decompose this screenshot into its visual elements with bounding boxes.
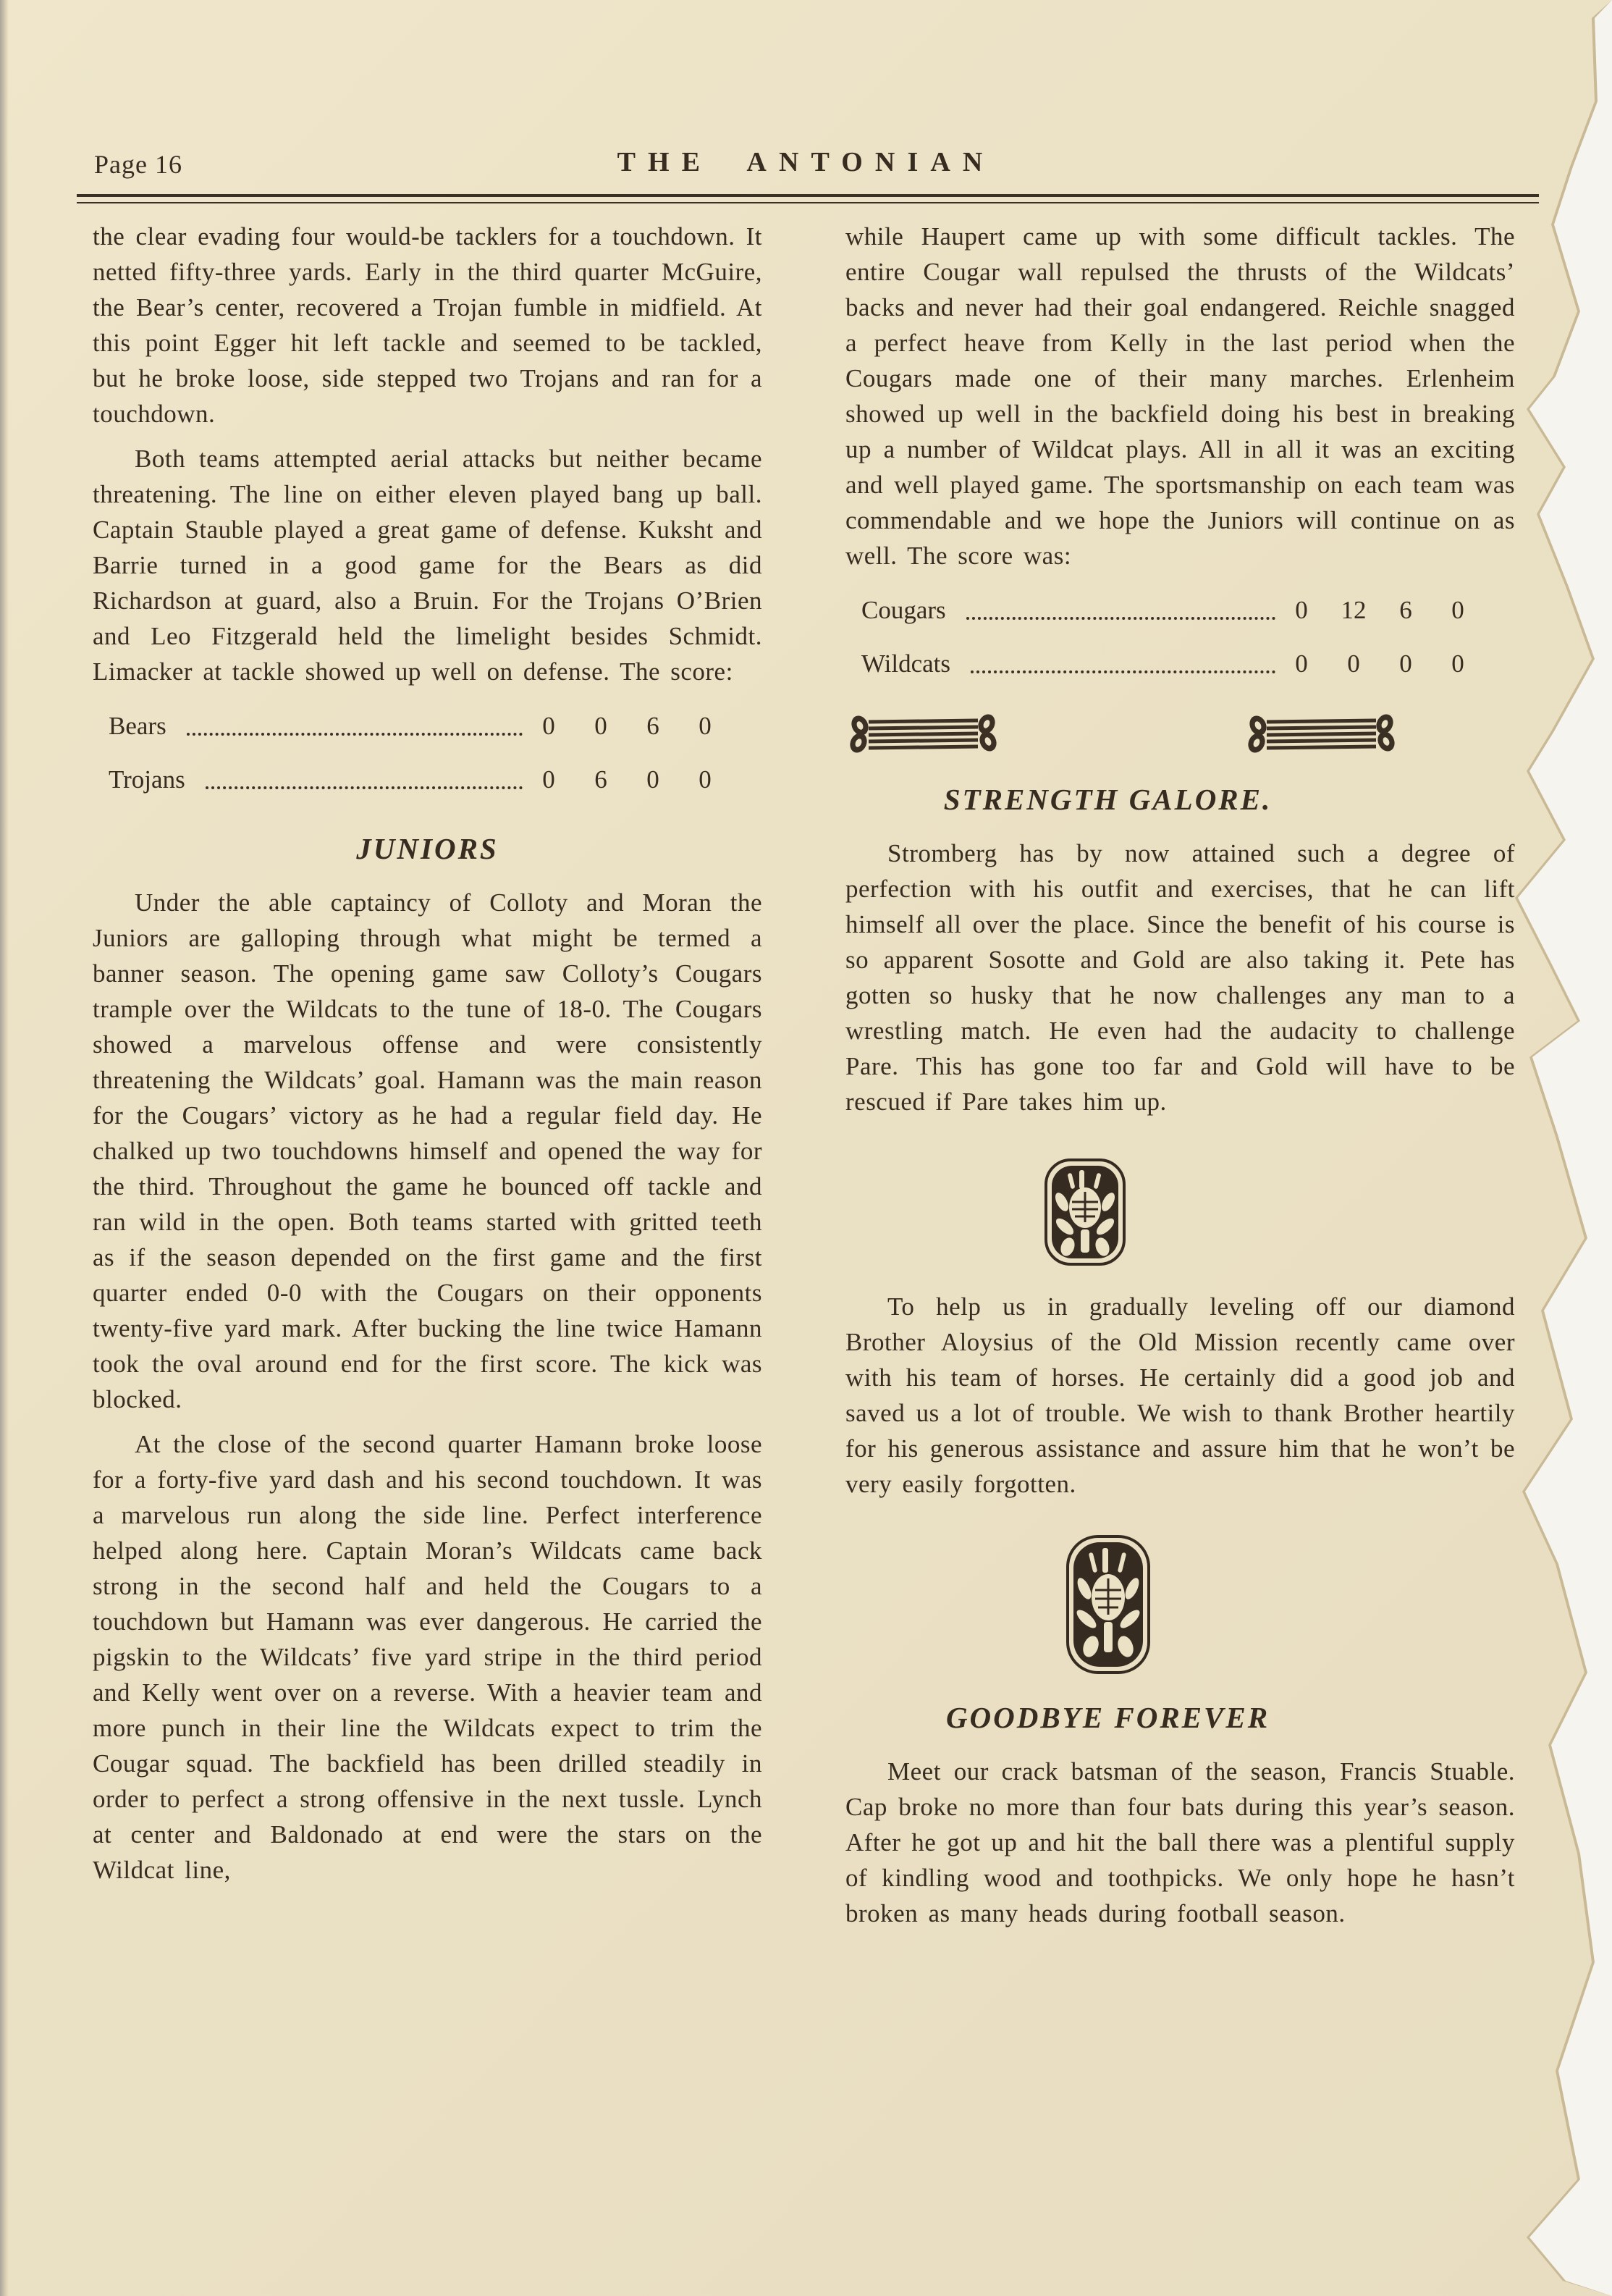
right-column — [845, 219, 1515, 1940]
quarter-score: 0 — [1295, 596, 1308, 624]
dotted-leader — [187, 732, 523, 736]
quarter-score: 6 — [1399, 596, 1412, 624]
quarter-score: 12 — [1341, 596, 1367, 624]
printer-emblem-icon — [773, 1534, 1443, 1675]
quarter-score: 0 — [542, 712, 555, 740]
quarter-score: 0 — [542, 765, 555, 794]
ornamental-divider-row — [845, 712, 1508, 757]
masthead-title: THE ANTONIAN — [617, 147, 995, 177]
quarter-score: 0 — [699, 765, 712, 794]
quarter-score: 0 — [594, 712, 607, 740]
left-column — [93, 219, 762, 1897]
quarter-score: 0 — [1451, 596, 1464, 624]
team-name: Wildcats — [861, 649, 950, 678]
section-heading-goodbye: GOODBYE FOREVER — [945, 1701, 1270, 1734]
body-paragraph: Under the able captaincy of Colloty and Moran the Juniors are galloping through what might be termed a banner season. The opening game saw Colloty’s Cougars trample over the Wildcats to the tune of 18-0. The Cougars showed a marvelous offense and were consistently threatening the Wildcats’ goal. Hamann was the main reason for the Cougars’ victory as he had a regular field day. He chalked up two touchdowns himself and opened the way for the third. Throughout the game he bounced off tackle and ran wild in the open. Both teams started with gritted teeth as if the season depended on the first game and the first quarter ended 0-0 with the Cougars on their opponents twenty-five yard mark. After bucking the line twice Hamann took the oval around end for the first score. The kick was blocked. — [93, 888, 762, 1413]
page-edge-shadow — [0, 0, 9, 2296]
quarter-score: 6 — [594, 765, 607, 794]
quarter-score: 0 — [1295, 649, 1308, 678]
quarter-score: 6 — [646, 712, 659, 740]
score-row — [861, 637, 1484, 691]
dotted-leader — [966, 616, 1275, 620]
body-paragraph: Meet our crack batsman of the season, Francis Stuable. Cap broke no more than four bats during this year’s season. After he got up and hit the ball there was a plentiful supply of kindling wood and toothpicks. We only hope he hasn’t broken as many heads during football season. — [845, 1757, 1515, 1927]
team-name: Bears — [109, 712, 166, 740]
running-head — [0, 142, 1612, 193]
body-paragraph: Both teams attempted aerial attacks but neither became threatening. The line on either eleven played bang up ball. Captain Stauble played a great game of defense. Kuksht and Barrie turned in a good game for the Bears as did Richardson at guard, also a Bruin. For the Trojans O’Brien and Leo Fitzgerald held the limelight besides Schmidt. Limacker at tackle showed up well on defense. The score: — [93, 445, 762, 686]
body-paragraph: To help us in gradually leveling off our diamond Brother Aloysius of the Old Mission recently came over with his team of horses. He certainly did a good job and saved us a lot of trouble. We wish to thank Brother heartily for his generous assistance and assure him that he won’t be very easily forgotten. — [845, 1292, 1515, 1498]
dotted-leader — [206, 786, 523, 789]
score-row — [109, 699, 731, 753]
score-table-seniors — [109, 699, 731, 807]
quarter-score: 0 — [1347, 649, 1360, 678]
page-number: Page 16 — [94, 150, 182, 179]
scroll-divider-icon — [845, 712, 1001, 757]
score-row — [861, 584, 1484, 637]
score-table-juniors — [861, 584, 1484, 691]
team-name: Trojans — [109, 765, 185, 794]
team-name: Cougars — [861, 596, 946, 624]
scroll-divider-icon — [1244, 712, 1399, 757]
body-paragraph: At the close of the second quarter Hamann broke loose for a forty-five yard dash and his second touchdown. It was a marvelous run along the side line. Perfect interference helped along here. Captain Moran’s Wildcats came back strong in the second half and held the Cougars to a touchdown but Hamann was ever dangerous. He carried the pigskin to the Wildcats’ five yard stripe in the third period and Kelly went over on a reverse. With a heavier team and more punch in their line the Wildcats expect to trim the Cougar squad. The backfield has been drilled steadily in order to perfect a strong offensive in the next tussle. Lynch at center and Baldonado at end were the stars on the Wildcat line, — [93, 1430, 762, 1884]
score-row — [109, 753, 731, 807]
quarter-score: 0 — [1451, 649, 1464, 678]
quarter-score: 0 — [699, 712, 712, 740]
quarter-score: 0 — [1399, 649, 1412, 678]
dotted-leader — [971, 670, 1275, 673]
section-heading-strength: STRENGTH GALORE. — [943, 783, 1273, 816]
body-paragraph: while Haupert came up with some difficult tackles. The entire Cougar wall repulsed the thrusts of the Wildcats’ backs and never had their goal endangered. Reichle snagged a perfect heave from Kelly in the last period when the Cougars made one of their many marches. Erlenheim showed up well in the backfield doing his best in breaking up a number of Wildcat plays. All in all it was an exciting and well played game. The sportsmanship on each team was commendable and we hope the Juniors will continue on as well. The score was: — [845, 222, 1515, 570]
body-paragraph: Stromberg has by now attained such a degree of perfection with his outfit and exercises, that he can lift himself all over the place. Since the benefit of his course is so apparent Sosotte and Gold are also taking it. Pete has gotten so husky that he now challenges any man to a wrestling match. He even had the audacity to challenge Pare. This has gone too far and Gold will have to be rescued if Pare takes him up. — [845, 839, 1515, 1116]
section-heading-juniors: JUNIORS — [356, 832, 499, 865]
body-paragraph: the clear evading four would-be tacklers for a touchdown. It netted fifty-three yards. Early in the third quarter McGuire, the Bear’s center, recovered a Trojan fumble in midfield. At this point Egger hit left tackle and seemed to be tackled, but he broke loose, side stepped two Trojans and ran for a touchdown. — [93, 222, 762, 428]
header-rule — [77, 194, 1539, 203]
printer-emblem-icon — [750, 1157, 1419, 1267]
quarter-score: 0 — [646, 765, 659, 794]
